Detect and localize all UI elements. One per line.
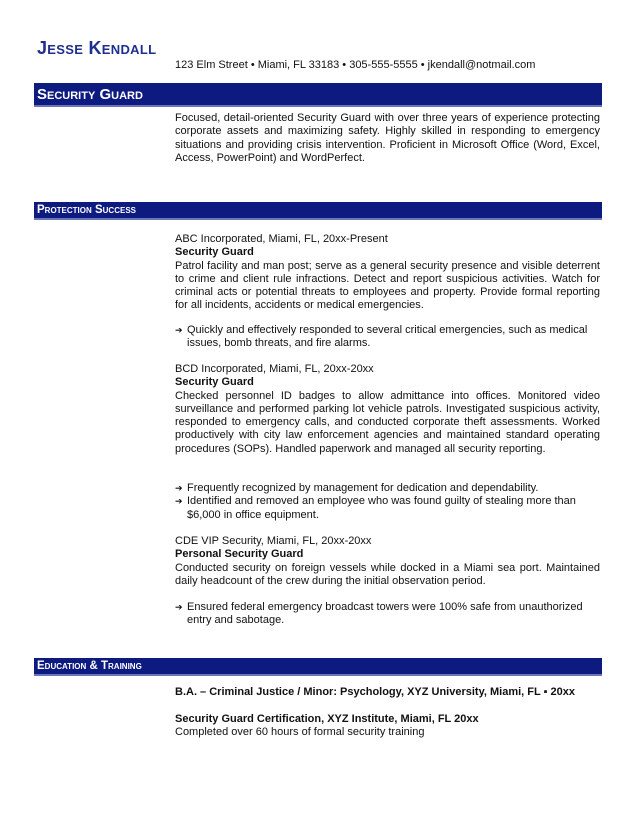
job-description: Checked personnel ID badges to allow admittance into offices. Monitored video surveillance and performed parking lot vehicle patrols. Investigated suspicious activity, responded to emergency calls, and conducted corporate theft assessments. Worked productively with city law enforcement agencies and maintained standard operating procedures (SOPs). Handled paperwork and managed all security reporting. [175,389,600,455]
education-certification: Security Guard Certification, XYZ Institute, Miami, FL 20xx [175,713,479,725]
section-protection-success: Protection Success [34,202,602,220]
bullet-text: Frequently recognized by management for dedication and dependability. [187,482,539,494]
job-entry [175,233,600,313]
arrow-right-icon: ➔ [175,496,183,507]
job-description: Patrol facility and man post; serve as a general security presence and visible deterrent to crime and client rule infractions. Detect and report suspicious activities. Watch for criminal acts or potential threats to employees and property. Provide formal reporting for all incidents, accidents or medical emergencies. [175,259,600,312]
list-item [175,482,600,495]
job-entry [175,363,600,456]
job-role: Security Guard [175,246,254,259]
list-item [175,495,600,522]
arrow-right-icon: ➔ [175,602,183,612]
job-role: Security Guard [175,376,254,389]
job-company: ABC Incorporated, Miami, FL, 20xx-Present [175,233,388,245]
list-item [175,601,600,628]
job-bullets [175,482,600,522]
bullet-text: Ensured federal emergency broadcast towers were 100% safe from unauthorized entry and sabotage. [187,601,583,627]
summary: Focused, detail-oriented Security Guard with over three years of experience protecting corporate assets and maximizing safety. Highly skilled in responding to emergency situations and providing crisis intervention. Proficient in Microsoft Office (Word, Excel, Access, PowerPoint) and WordPerfect. [175,112,600,164]
list-item [175,324,600,351]
title-bar: Security Guard [34,83,602,107]
job-entry [175,535,600,588]
job-company: CDE VIP Security, Miami, FL, 20xx-20xx [175,535,372,547]
contact-info: 123 Elm Street • Miami, FL 33183 • 305-555-5555 • jkendall@notmail.com [175,59,536,71]
education-degree: B.A. – Criminal Justice / Minor: Psychology, XYZ University, Miami, FL ▪ 20xx [175,686,576,698]
bullet-text: Identified and removed an employee who was found guilty of stealing more than $6,000 in office equipment. [187,495,576,521]
arrow-right-icon: ➔ [175,483,183,493]
job-company: BCD Incorporated, Miami, FL, 20xx-20xx [175,363,374,375]
education-certification-note: Completed over 60 hours of formal security training [175,726,425,738]
section-education-training: Education & Training [34,658,602,676]
job-role: Personal Security Guard [175,548,304,561]
resume-name: Jesse Kendall [37,38,157,58]
bullet-text: Quickly and effectively responded to several critical emergencies, such as medical issues, bomb threats, and fire alarms. [187,324,588,350]
job-bullets [175,324,600,351]
arrow-right-icon: ➔ [175,325,183,335]
job-bullets [175,601,600,628]
job-description: Conducted security on foreign vessels while docked in a Miami sea port. Maintained daily headcount of the crew during the initial observation period. [175,561,600,587]
